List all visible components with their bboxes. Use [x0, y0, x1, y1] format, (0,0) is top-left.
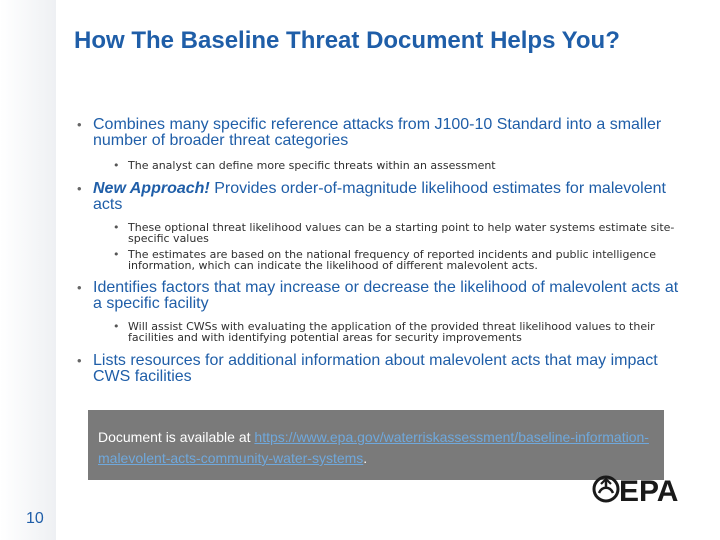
sub-bullet-optional-values: • These optional threat likelihood values can be a starting point to help water systems estimate site-specific values [111, 222, 686, 244]
document-availability-box [88, 410, 664, 480]
document-link[interactable]: https://www.epa.gov/waterriskassessment/baseline-information-malevolent-acts-community-water-systems [98, 429, 649, 466]
document-availability-suffix: . [363, 450, 368, 466]
bullet-list [76, 117, 686, 385]
bullet-new-approach [76, 181, 686, 213]
bullet-new-approach-text: Provides order-of-magnitude likelihood estimates for malevolent acts [93, 180, 666, 213]
slide-title: How The Baseline Threat Document Helps You? [74, 27, 620, 54]
epa-logo-text: EPA [619, 475, 679, 505]
bullet-lists-resources [76, 353, 686, 385]
sub-bullet-define-threats: • The analyst can define more specific threats within an assessment [111, 160, 686, 171]
slide-left-band [0, 0, 56, 540]
sub-bullet-estimates-basis: • The estimates are based on the national frequency of reported incidents and public intelligence information, which can indicate the likelihood of different malevolent acts. [111, 249, 686, 271]
bullet-lists-resources-text: Lists resources for additional information about malevolent acts that may impact CWS facilities [93, 352, 658, 385]
page-number: 10 [26, 510, 44, 527]
sub-bullet-assist-cws: • Will assist CWSs with evaluating the application of the provided threat likelihood values to their facilities and with identifying potential areas for security improvements [111, 321, 686, 343]
new-approach-label: New Approach! [93, 180, 210, 197]
bullet-combines [76, 117, 686, 149]
document-availability-prefix: Document is available at [98, 429, 255, 445]
epa-logo-icon [592, 473, 688, 505]
bullet-combines-text: Combines many specific reference attacks from J100-10 Standard into a smaller number of broader threat categories [93, 116, 662, 149]
bullet-identifies-factors [76, 280, 686, 312]
bullet-identifies-factors-text: Identifies factors that may increase or decrease the likelihood of malevolent acts at a specific facility [93, 279, 679, 312]
